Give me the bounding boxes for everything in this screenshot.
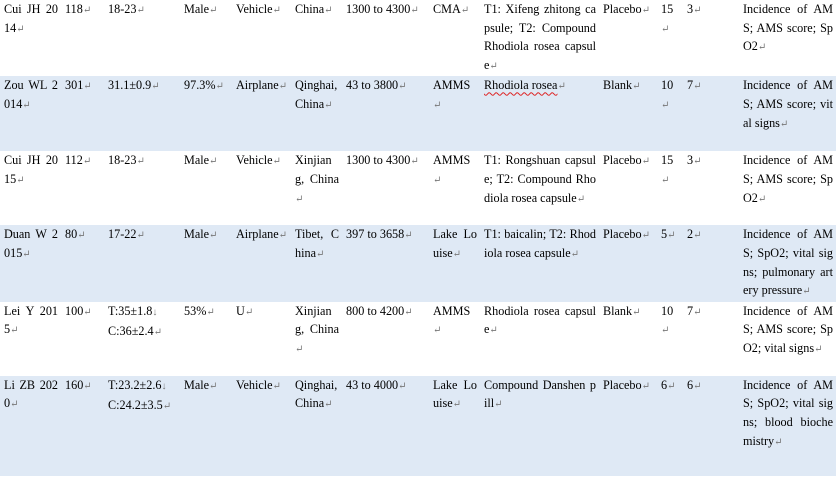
sex-cell: Male↵ [180,376,232,476]
intervention-cell: T1: Rongshuan capsule; T2: Compound Rhodiola rosea capsule↵ [484,153,596,205]
followup-cell: 6↵ [683,376,739,476]
location-cell: Tibet, China↵ [291,225,342,301]
table-row [0,376,836,476]
outcomes-cell: Incidence of AMS; AMS score; SpO2↵ [743,153,833,205]
transport-cell: U↵ [236,303,254,318]
sex-cell: Male↵ [184,2,218,16]
control-cell: Placebo↵ [603,2,650,16]
criteria-cell: CMA↵ [433,2,470,16]
transport-cell: Airplane↵ [232,76,291,151]
table-row [0,76,836,151]
location-cell: Qinghai, China↵ [291,76,342,151]
outcomes-cell: Incidence of AMS; AMS score; SpO2↵ [743,2,833,54]
age-cell: 18-23↵ [108,2,145,16]
age-cell: T:23.2±2.6↓ C:24.2±3.5↵ [104,376,180,476]
altitude-cell: 1300 to 4300↵ [346,2,419,16]
sample-size-cell: 112↵ [65,153,92,168]
control-cell: Placebo↵ [599,225,657,301]
sample-size-cell: 80↵ [61,225,104,301]
control-cell: Placebo↵ [599,376,657,476]
age-cell: 18-23↵ [108,153,145,168]
study-cell: Li ZB 2020↵ [0,376,61,476]
transport-cell: Airplane↵ [232,225,291,301]
sex-cell: Male↵ [184,153,218,168]
altitude-cell: 43 to 3800↵ [342,76,429,151]
age-cell: 31.1±0.9↵ [104,76,180,151]
table-row [0,0,836,76]
study-cell: Duan W 2015↵ [0,225,61,301]
sex-cell: 97.3%↵ [180,76,232,151]
criteria-cell: Lake Louise↵ [429,376,480,476]
study-cell: Lei Y 2015↵ [4,303,59,337]
followup-cell: 3↵ [687,2,702,16]
criteria-cell: AMMS↵ [433,303,471,337]
sample-size-cell: 301↵ [61,76,104,151]
duration-cell: 15↵ [661,2,674,35]
intervention-cell: Rhodiola rosea capsule↵ [484,303,596,337]
control-cell: Blank↵ [603,303,641,318]
sample-size-cell: 118↵ [65,2,92,16]
followup-cell: 7↵ [687,303,702,318]
sex-cell: Male↵ [180,225,232,301]
outcomes-cell: Incidence of AMS; SpO2; vital signs; pulmonary artery pressure↵ [739,225,836,301]
duration-cell: 10↵ [657,76,683,151]
transport-cell: Vehicle↵ [232,376,291,476]
intervention-cell: T1: baicalin; T2: Rhodiola rosea capsule↵ [480,225,599,301]
location-cell: China↵ [295,2,333,16]
criteria-cell: AMMS↵ [429,76,480,151]
duration-cell: 5↵ [657,225,683,301]
followup-cell: 3↵ [687,153,702,168]
table-row [0,151,836,225]
altitude-cell: 397 to 3658↵ [342,225,429,301]
transport-cell: Vehicle↵ [236,153,281,168]
control-cell: Blank↵ [599,76,657,151]
sample-size-cell: 160↵ [61,376,104,476]
age-cell: 17-22↵ [104,225,180,301]
study-cell: Cui JH 2014↵ [4,2,58,35]
followup-cell: 2↵ [683,225,739,301]
study-cell: Zou WL 2014↵ [0,76,61,151]
control-cell: Placebo↵ [603,153,650,168]
location-cell: Qinghai, China↵ [291,376,342,476]
intervention-cell: T1: Xifeng zhitong capsule; T2: Compound Rhodiola rosea capsule↵ [484,2,596,72]
intervention-cell: Compound Danshen pill↵ [480,376,599,476]
transport-cell: Vehicle↵ [236,2,281,16]
criteria-cell: Lake Louise↵ [429,225,480,301]
altitude-cell: 43 to 4000↵ [342,376,429,476]
table-row [0,302,836,376]
duration-cell: 6↵ [657,376,683,476]
duration-cell: 15↵ [661,153,674,186]
outcomes-cell: Incidence of AMS; AMS score; SpO2; vital signs↵ [743,303,833,355]
duration-cell: 10↵ [661,303,674,337]
table-row [0,225,836,301]
location-cell: Xinjiang, China↵ [295,153,339,205]
outcomes-cell: Incidence of AMS; SpO2; vital signs; blood biochemistry↵ [739,376,836,476]
location-cell: Xinjiang, China↵ [295,303,339,355]
altitude-cell: 800 to 4200↵ [346,303,413,318]
outcomes-cell: Incidence of AMS; AMS score; vital signs↵ [739,76,836,151]
sample-size-cell: 100↵ [65,303,92,318]
intervention-cell: Rhodiola rosea↵ [480,76,599,151]
age-cell: T:35±1.8↓ C:36±2.4↵ [108,303,163,339]
criteria-cell: AMMS↵ [433,153,471,186]
study-cell: Cui JH 2015↵ [4,153,58,186]
sex-cell: 53%↵ [184,303,215,318]
altitude-cell: 1300 to 4300↵ [346,153,419,168]
followup-cell: 7↵ [683,76,739,151]
